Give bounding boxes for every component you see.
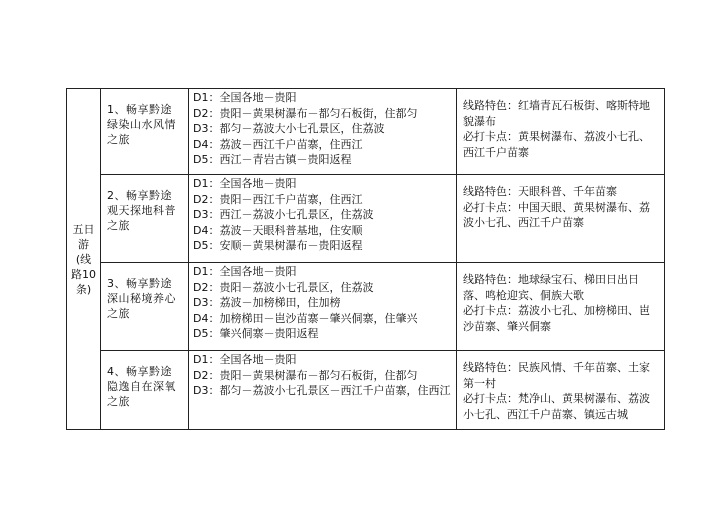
day-line: D4：荔波－西江千户苗寨，住西江 xyxy=(193,137,363,151)
route-features-cell xyxy=(457,263,665,351)
route-checkpoints: 必打卡点：荔波小七孔、加榜梯田、岜沙苗寨、肇兴侗寨 xyxy=(463,304,650,333)
route-name: 4、畅享黔途隐逸自在深氧之旅 xyxy=(107,365,176,408)
day-line: D4：加榜梯田－岜沙苗寨－肇兴侗寨，住肇兴 xyxy=(193,311,418,325)
itinerary-days-cell xyxy=(189,263,457,351)
itinerary-days-cell xyxy=(189,175,457,263)
table-row xyxy=(67,263,665,351)
itinerary-days-cell xyxy=(189,351,457,430)
route-features: 线路特色：地球绿宝石、梯田日出日落、鸣枪迎宾、侗族大歌 xyxy=(463,273,639,302)
route-checkpoints: 必打卡点：中国天眼、黄果树瀑布、荔波小七孔、西江千户苗寨 xyxy=(463,200,650,229)
group-label: 五日游(线路10条) xyxy=(71,222,96,296)
route-features-cell xyxy=(457,89,665,175)
route-name: 1、畅享黔途绿染山水风情之旅 xyxy=(107,103,176,146)
day-line: D2：贵阳－荔波小七孔景区，住荔波 xyxy=(193,280,374,294)
day-line: D3：都匀－荔波小七孔景区－西江千户苗寨，住西江 xyxy=(193,384,451,397)
route-name-cell xyxy=(101,175,189,263)
itinerary-days-cell xyxy=(189,89,457,175)
route-name-cell xyxy=(101,351,189,430)
group-label-cell xyxy=(67,89,101,430)
route-name: 3、畅享黔途深山秘境养心之旅 xyxy=(107,277,176,320)
day-line: D3：西江－荔波小七孔景区，住荔波 xyxy=(193,208,374,221)
table-row xyxy=(67,89,665,175)
route-name: 2、畅享黔途观天探地科普之旅 xyxy=(107,189,176,232)
route-features: 线路特色：红墙青瓦石板街、喀斯特地貌瀑布 xyxy=(463,99,650,128)
day-line: D5：西江－青岩古镇－贵阳返程 xyxy=(193,153,352,166)
route-features-cell xyxy=(457,175,665,263)
day-line: D2：贵阳－西江千户苗寨，住西江 xyxy=(193,192,363,206)
day-line: D1：全国各地－贵阳 xyxy=(193,91,297,104)
day-line: D3：都匀－荔波大小七孔景区，住荔波 xyxy=(193,122,385,135)
route-name-cell xyxy=(101,89,189,175)
day-line: D1：全国各地－贵阳 xyxy=(193,177,297,190)
day-line: D1：全国各地－贵阳 xyxy=(193,353,297,366)
route-features-cell xyxy=(457,351,665,430)
day-line: D4：荔波－天眼科普基地，住安顺 xyxy=(193,223,363,237)
day-line: D2：贵阳－黄果树瀑布－都匀石板街，住都匀 xyxy=(193,106,418,120)
route-features: 线路特色：天眼科普、千年苗寨 xyxy=(463,185,617,198)
day-line: D2：贵阳－黄果树瀑布－都匀石板街，住都匀 xyxy=(193,368,418,382)
route-name-cell xyxy=(101,263,189,351)
day-line: D5：安顺－黄果树瀑布－贵阳返程 xyxy=(193,239,363,252)
route-checkpoints: 必打卡点：黄果树瀑布、荔波小七孔、西江千户苗寨 xyxy=(463,130,650,159)
day-line: D3：荔波－加榜梯田，住加榜 xyxy=(193,296,341,309)
itinerary-table xyxy=(66,88,665,430)
table-row xyxy=(67,351,665,430)
route-checkpoints: 必打卡点：梵净山、黄果树瀑布、荔波小七孔、西江千户苗寨、镇远古城 xyxy=(463,392,650,421)
day-line: D1：全国各地－贵阳 xyxy=(193,265,297,278)
route-features: 线路特色：民族风情、千年苗寨、土家第一村 xyxy=(463,361,650,390)
table-row xyxy=(67,175,665,263)
day-line: D5：肇兴侗寨－贵阳返程 xyxy=(193,327,319,340)
